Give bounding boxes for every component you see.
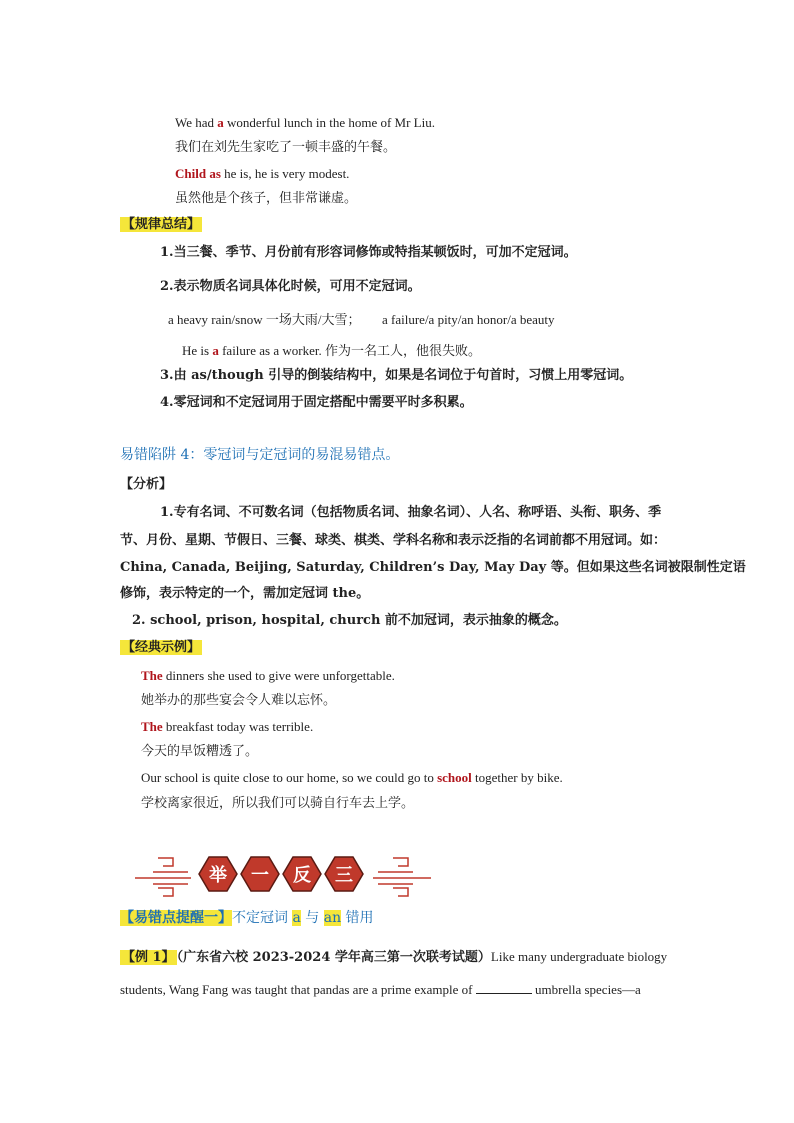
banner-char-2: 一 bbox=[251, 865, 269, 886]
analysis-line-5: 2. school, prison, hospital, church 前不加冠词，表示抽象的概念。 bbox=[132, 613, 567, 628]
rules-heading: 【规律总结】 bbox=[122, 217, 201, 232]
banner-char-1: 举 bbox=[209, 865, 227, 886]
rule-2-example-a: a heavy rain/snow 一场大雨/大雪； bbox=[168, 312, 361, 327]
analysis-line-1: 1.专有名词、不可数名词（包括物质名词、抽象名词）、人名、称呼语、头衔、职务、季 bbox=[160, 505, 662, 520]
analysis-heading: 【分析】 bbox=[120, 477, 173, 492]
reminder-heading: 【易错点提醒一】不定冠词 a 与 an 错用 bbox=[120, 910, 374, 926]
classic-translation-1: 她举办的那些宴会令人难以忘怀。 bbox=[141, 693, 337, 708]
rule-2-sentence: He is a failure as a worker. 作为一名工人，他很失败。 bbox=[182, 343, 481, 358]
classic-translation-2: 今天的早饭糟透了。 bbox=[141, 744, 259, 759]
blank-answer-field[interactable] bbox=[476, 981, 532, 994]
rule-2: 2.表示物质名词具体化时候，可用不定冠词。 bbox=[160, 279, 421, 294]
classic-translation-3: 学校离家很近，所以我们可以骑自行车去上学。 bbox=[141, 796, 415, 811]
rule-1: 1.当三餐、季节、月份前有形容词修饰或特指某顿饭时，可加不定冠词。 bbox=[160, 245, 577, 260]
analysis-line-2: 节、月份、星期、节假日、三餐、球类、棋类、学科名称和表示泛指的名词前都不用冠词。如： bbox=[120, 533, 667, 548]
classic-sentence-3: Our school is quite close to our home, so we could go to school together by bike. bbox=[141, 770, 563, 785]
classic-sentence-1: The dinners she used to give were unforgettable. bbox=[141, 668, 395, 683]
example-1-line-1: 【例 1】 （广东省六校 2023-2024 学年高三第一次联考试题）Like many undergraduate biology bbox=[122, 949, 668, 965]
classic-sentence-2: The breakfast today was terrible. bbox=[141, 719, 314, 734]
banner-decoration bbox=[133, 848, 433, 898]
rule-2-example-b: a failure/a pity/an honor/a beauty bbox=[382, 312, 555, 327]
example-1-line-2: students, Wang Fang was taught that pandas are a prime example of umbrella species—a bbox=[120, 982, 641, 997]
example-sentence-2: Child as he is, he is very modest. bbox=[175, 166, 350, 181]
banner-char-4: 三 bbox=[335, 865, 353, 886]
example-translation-2: 虽然他是个孩子，但非常谦虚。 bbox=[175, 191, 358, 206]
rule-3: 3.由 as/though 引导的倒装结构中，如果是名词位于句首时，习惯上用零冠词。 bbox=[160, 368, 633, 383]
rule-4: 4.零冠词和不定冠词用于固定搭配中需要平时多积累。 bbox=[160, 395, 473, 410]
trap-4-title: 易错陷阱 4：零冠词与定冠词的易混易错点。 bbox=[120, 447, 400, 463]
example-sentence-1: We had a wonderful lunch in the home of Mr Liu. bbox=[175, 115, 435, 130]
analysis-line-3: China, Canada, Beijing, Saturday, Children’s Day, May Day 等。但如果这些名词被限制性定语 bbox=[120, 560, 746, 575]
analysis-line-4: 修饰，表示特定的一个，需加定冠词 the。 bbox=[120, 586, 370, 601]
banner-char-3: 反 bbox=[293, 865, 311, 886]
classic-heading: 【经典示例】 bbox=[122, 640, 201, 655]
example-translation-1: 我们在刘先生家吃了一顿丰盛的午餐。 bbox=[175, 140, 397, 155]
